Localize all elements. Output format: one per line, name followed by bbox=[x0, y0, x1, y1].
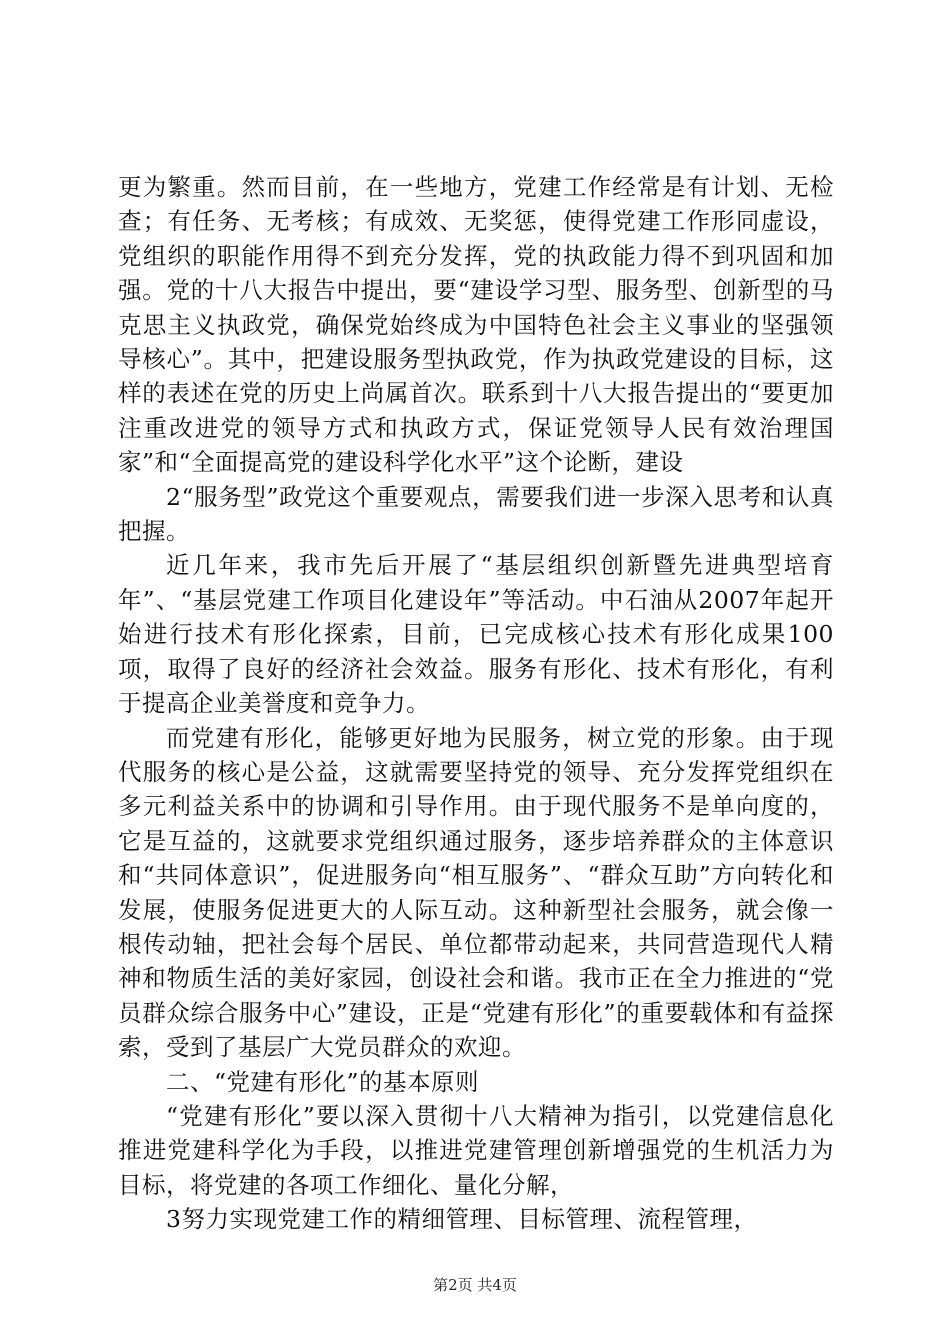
section-heading-principles: 二、“党建有形化”的基本原则 bbox=[166, 1067, 480, 1096]
paragraph-continuation: 更为繁重。然而目前，在一些地方，党建工作经常是有计划、无检查；有任务、无考核；有成效、无奖惩，使得党建工作形同虚设，党组织的职能作用得不到充分发挥，党的执政能力得不到巩固和加强。党的十八大报告中提出，要“建设学习型、服务型、创新型的马克思主义执政党，确保党始终成为中国特色社会主义事业的坚强领导核心”。其中，把建设服务型执政党，作为执政党建设的目标，这样的表述在党的历史上尚属首次。联系到十八大报告提出的“要更加注重改进党的领导方式和执政方式，保证党领导人民有效治理国家”和“全面提高党的建设科学化水平”这个论断，建设 bbox=[118, 173, 834, 477]
paragraph-party-building: 而党建有形化，能够更好地为民服务，树立党的形象。由于现代服务的核心是公益，这就需要坚持党的领导、充分发挥党组织在多元利益关系中的协调和引导作用。由于现代服务不是单向度的，它是互益的，这就要求党组织通过服务，逐步培养群众的主体意识和“共同体意识”，促进服务向“相互服务”、“群众互助”方向转化和发展，使服务促进更大的人际互动。这种新型社会服务，就会像一根传动轴，把社会每个居民、单位都带动起来，共同营造现代人精神和物质生活的美好家园，创设社会和谐。我市正在全力推进的“党员群众综合服务中心”建设，正是“党建有形化”的重要载体和有益探索，受到了基层广大党员群众的欢迎。 bbox=[118, 723, 834, 1062]
paragraph-service-party: 2“服务型”政党这个重要观点，需要我们进一步深入思考和认真把握。 bbox=[118, 482, 834, 546]
paragraph-principles: “党建有形化”要以深入贯彻十八大精神为指引，以党建信息化推进党建科学化为手段，以推进党建管理创新增强党的生机活力为目标，将党建的各项工作细化、量化分解， bbox=[118, 1101, 834, 1199]
document-body bbox=[118, 170, 834, 1237]
paragraph-management: 3努力实现党建工作的精细管理、目标管理、流程管理， bbox=[166, 1205, 758, 1234]
paragraph-recent-years: 近几年来，我市先后开展了“基层组织创新暨先进典型培育年”、“基层党建工作项目化建设年”等活动。中石油从2007年起开始进行技术有形化探索，目前，已完成核心技术有形化成果100项，取得了良好的经济社会效益。服务有形化、技术有形化，有利于提高企业美誉度和竞争力。 bbox=[118, 551, 834, 718]
page-number-footer: 第2页 共4页 bbox=[433, 1276, 517, 1294]
